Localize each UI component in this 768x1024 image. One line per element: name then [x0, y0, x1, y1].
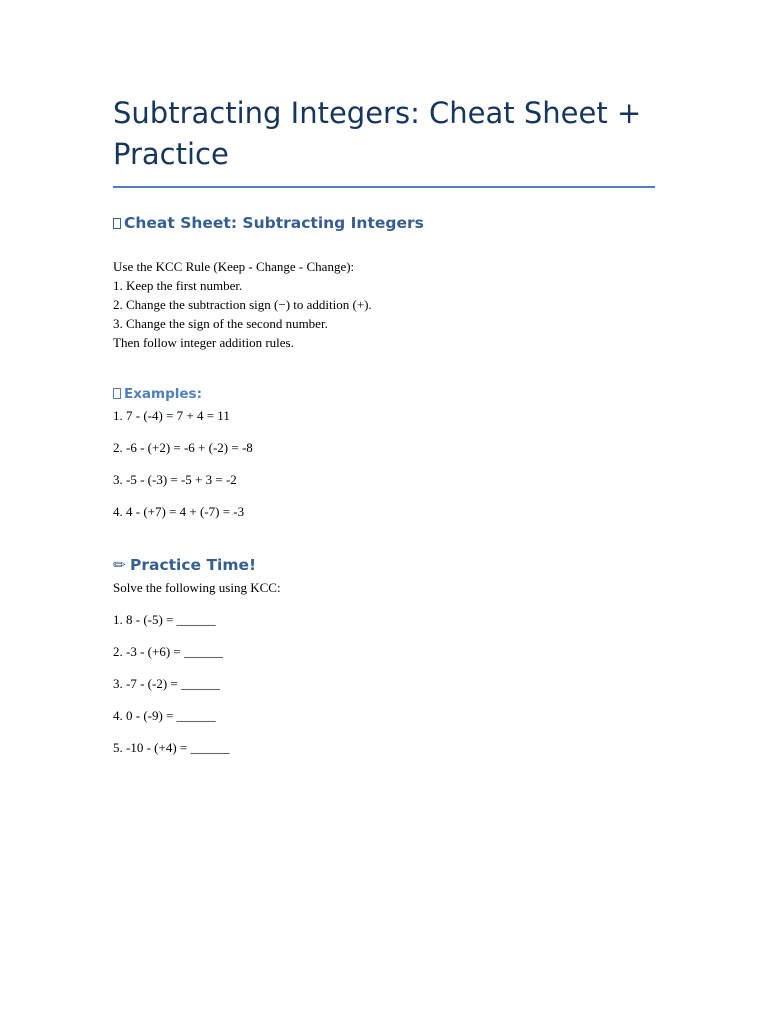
missing-glyph-icon — [113, 218, 121, 229]
examples-heading — [113, 386, 202, 402]
practice-item: 1. 8 - (-5) = ______ — [113, 612, 216, 627]
title-line-2: Practice — [113, 137, 229, 171]
cheat-sheet-heading — [113, 214, 424, 232]
practice-heading — [113, 556, 256, 574]
practice-heading-text: Practice Time! — [130, 556, 257, 574]
example-item: 2. -6 - (+2) = -6 + (-2) = -8 — [113, 440, 253, 455]
kcc-rule-line: 1. Keep the first number. — [113, 278, 243, 293]
practice-item: 5. -10 - (+4) = ______ — [113, 740, 230, 755]
title-line-1: Subtracting Integers: Cheat Sheet + — [113, 96, 642, 130]
kcc-rule-line: 2. Change the subtraction sign (−) to addition (+). — [113, 297, 372, 312]
example-item: 1. 7 - (-4) = 7 + 4 = 11 — [113, 408, 230, 423]
title-underline — [113, 186, 655, 188]
document-title — [113, 93, 655, 175]
practice-item: 4. 0 - (-9) = ______ — [113, 708, 216, 723]
practice-intro: Solve the following using KCC: — [113, 580, 281, 595]
examples-heading-text: Examples: — [124, 386, 202, 402]
kcc-rule-line: Use the KCC Rule (Keep - Change - Change): — [113, 259, 355, 274]
pencil-icon: ✏ — [113, 556, 126, 574]
kcc-rule-line: Then follow integer addition rules. — [113, 335, 294, 350]
kcc-rule-text — [113, 257, 372, 352]
example-item: 4. 4 - (+7) = 4 + (-7) = -3 — [113, 504, 245, 519]
practice-item: 2. -3 - (+6) = ______ — [113, 644, 223, 659]
kcc-rule-line: 3. Change the sign of the second number. — [113, 316, 328, 331]
cheat-sheet-heading-text: Cheat Sheet: Subtracting Integers — [124, 214, 424, 232]
practice-item: 3. -7 - (-2) = ______ — [113, 676, 220, 691]
missing-glyph-icon — [113, 388, 121, 399]
example-item: 3. -5 - (-3) = -5 + 3 = -2 — [113, 472, 237, 487]
